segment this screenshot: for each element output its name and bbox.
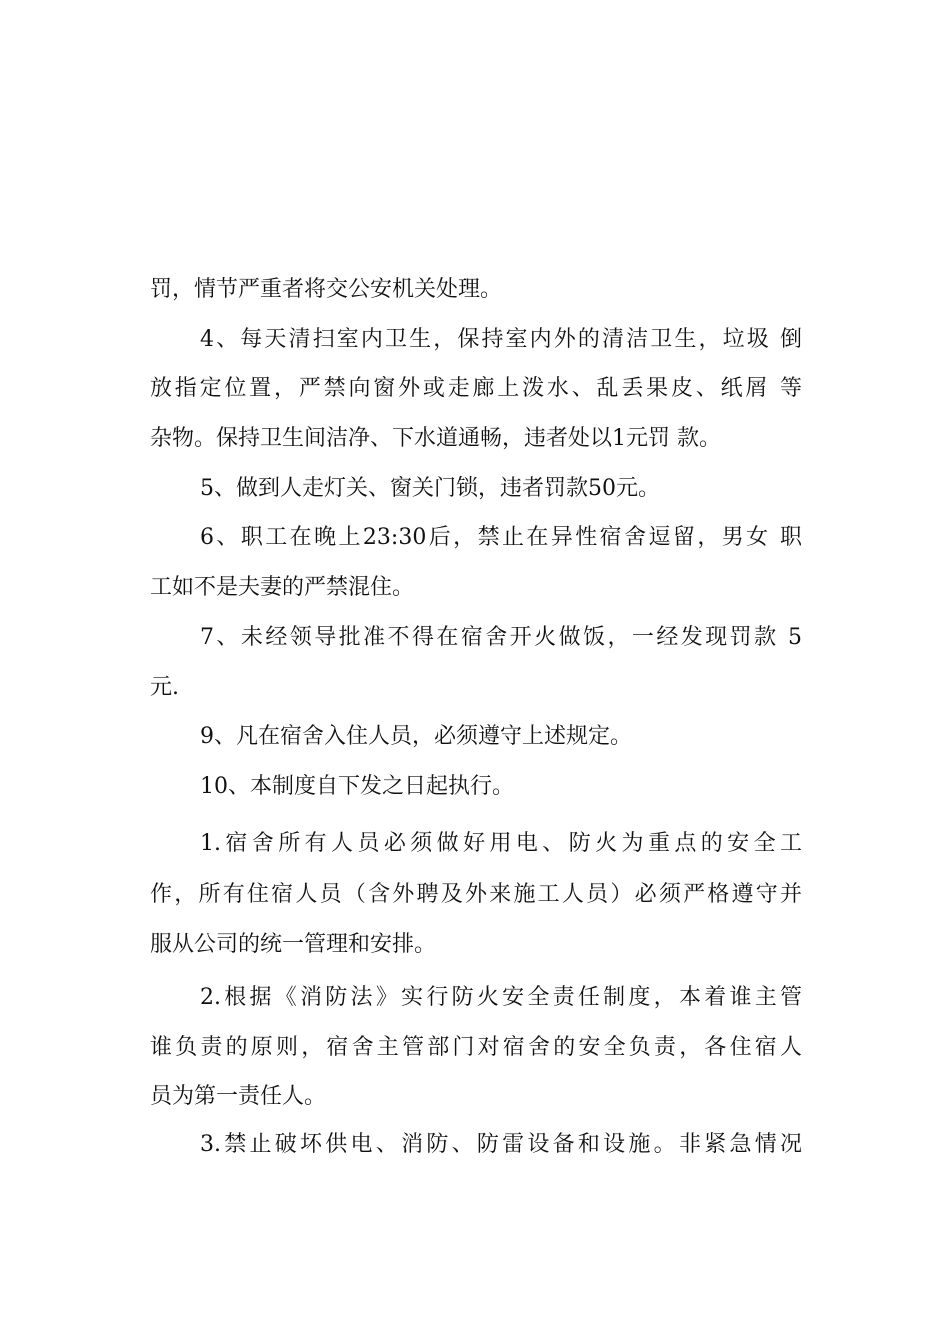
text-line: 5、做到人走灯关、窗关门锁，违者罚款50元。: [200, 476, 660, 501]
text-line: 7、未经领导批准不得在宿舍开火做饭，一经发现罚款 5: [200, 625, 802, 650]
text-line: 4、每天清扫室内卫生，保持室内外的清洁卫生，垃圾 倒: [200, 327, 802, 352]
text-line: 10、本制度自下发之日起执行。: [200, 774, 514, 799]
text-line: 1.宿舍所有人员必须做好用电、防火为重点的安全工: [200, 831, 802, 856]
text-line: 3.禁止破坏供电、消防、防雷设备和设施。非紧急情况: [200, 1132, 802, 1157]
text-line: 2.根据《消防法》实行防火安全责任制度，本着谁主管: [200, 985, 802, 1010]
text-line: 罚，情节严重者将交公安机关处理。: [150, 277, 503, 302]
text-line: 6、职工在晚上23:30后，禁止在异性宿舍逗留，男女 职: [200, 525, 802, 550]
text-line: 放指定位置，严禁向窗外或走廊上泼水、乱丢果皮、纸屑 等: [150, 376, 802, 401]
text-line: 杂物。保持卫生间洁净、下水道通畅，违者处以1元罚 款。: [150, 426, 721, 451]
text-line: 元.: [150, 675, 179, 700]
text-line: 服从公司的统一管理和安排。: [150, 932, 437, 957]
text-line: 作，所有住宿人员（含外聘及外来施工人员）必须严格遵守并: [150, 882, 802, 907]
text-line: 工如不是夫妻的严禁混住。: [150, 575, 415, 600]
text-line: 9、凡在宿舍入住人员，必须遵守上述规定。: [200, 724, 632, 749]
text-line: 员为第一责任人。: [150, 1084, 327, 1109]
text-line: 谁负责的原则，宿舍主管部门对宿舍的安全负责，各住宿人: [150, 1035, 802, 1060]
